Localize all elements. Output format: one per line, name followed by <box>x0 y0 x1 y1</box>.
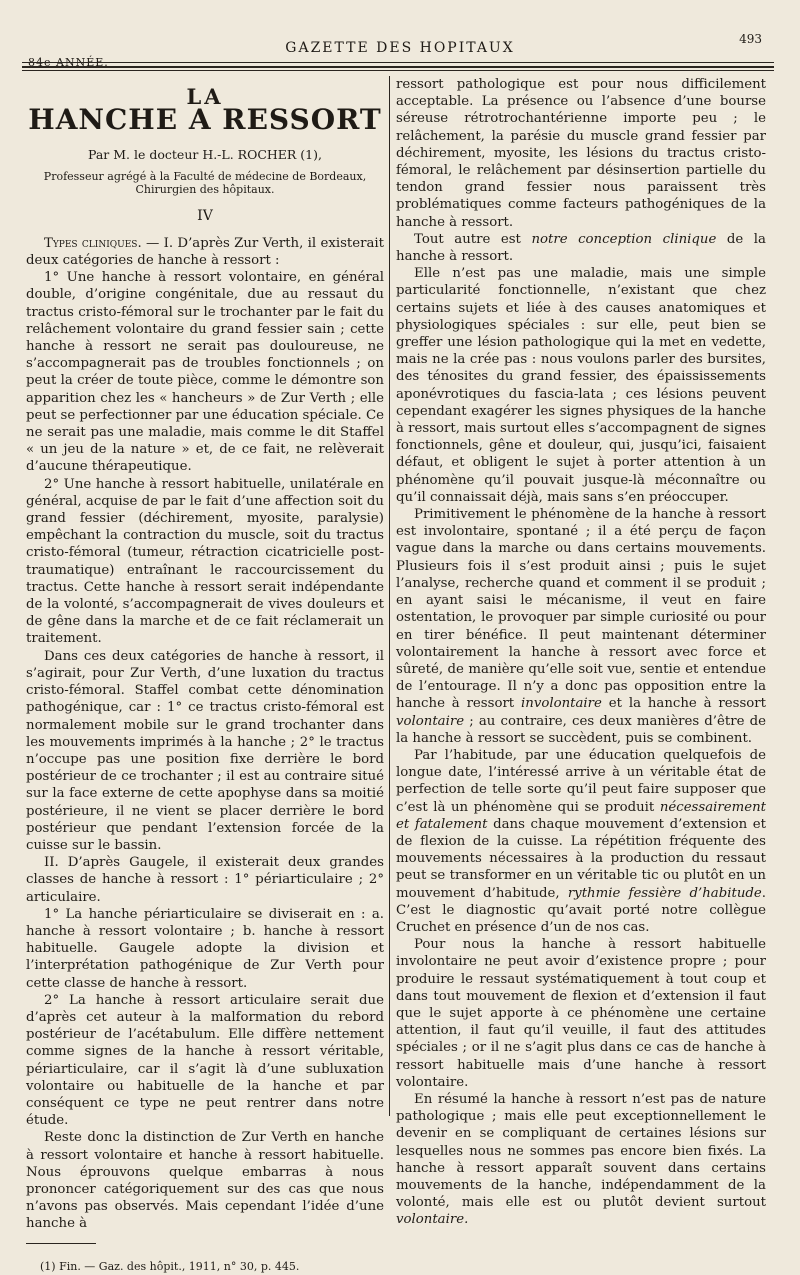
text-run: En résumé la hanche à ressort n’est pas de nature pathologique ; mais elle peut exceptionnellement le devenir en se compliquant de certaines lésions sur lesquelles nous ne sommes pas encore bien fixés. La hanche à ressort apparaît souvent dans certains mouvements de la hanche, indépendamment de la volonté, mais elle est ou plutôt devient surtout <box>396 1091 766 1211</box>
paragraph: Reste donc la distinction de Zur Verth en hanche à ressort volontaire et hanche à ressort habituelle. Nous éprouvons quelque embarras à nous prononcer catégoriquement sur des cas que nous n’avons pas observés. Mais cependant l’idée d’une hanche à <box>26 1130 384 1232</box>
section-number: IV <box>197 207 213 224</box>
header-rule <box>22 70 774 71</box>
italic-text: involontaire <box>521 696 602 712</box>
affiliation-line: Chirurgien des hôpitaux. <box>135 182 275 196</box>
text-run: de la hanche à ressort. <box>396 231 766 265</box>
right-column <box>396 76 766 1229</box>
paragraph: Dans ces deux catégories de hanche à ressort, il s’agirait, pour Zur Verth, d’une luxation du tractus cristo-fémoral. Staffel combat cette dénomination pathogénique, car : 1° ce tractus cristo-fémoral est normalement mobile sur le grand trochanter dans les mouvements imprimés à la hanche ; 2° le tractus n’occupe pas une position fixe derrière le bord postérieur de ce trochanter ; il est au contraire situé sur la face externe de cette apophyse dans sa moitié postérieure, il ne vient se placer derrière le bord postérieur que pendant l’extension forcée de la cuisse sur le bassin. <box>26 648 384 853</box>
paragraph: 2° Une hanche à ressort habituelle, unilatérale en général, acquise de par le fait d’une affection soit du grand fessier (déchirement, myosite, paralysie) empêchant la contraction du muscle, soit du tractus cristo-fémoral (tumeur, rétraction cicatricielle post-traumatique) entraînant le raccourcissement du tractus. Cette hanche à ressort serait indépendante de la volonté, s’accompagnerait de vives douleurs et de gêne dans la marche et de ce fait réclamerait un traitement. <box>26 476 384 647</box>
italic-text: rythmie fessière d’habitude <box>567 885 762 901</box>
text-run: dans chaque mouvement d’extension et de flexion de la cuisse. La répétition fréquente des mouvements nécessaires à la production du ressaut peut se transformer en un véritable tic ou plutôt en un mouvement d’habitude, <box>396 816 766 901</box>
italic-text: nécessairement et fatalement <box>396 799 766 832</box>
text-run: Tout autre est <box>414 231 532 247</box>
column-divider <box>389 76 390 1116</box>
article-title: HANCHE A RESSORT <box>28 103 382 137</box>
paragraph <box>26 235 384 269</box>
paragraph: 1° Une hanche à ressort volontaire, en général double, d’origine congénitale, due au ressaut du tractus cristo-fémoral sur le trochanter par le fait du relâchement volontaire du grand fessier sain ; cette hanche à ressort ne serait pas douloureuse, ne s’accompagnerait pas de troubles fonctionnels ; on peut la créer de toute pièce, comme le démontre son apparition chez les « hancheurs » de Zur Verth ; elle peut se perfectionner par une éducation spéciale. Ce ne serait pas une maladie, mais comme le dit Staffel « un jeu de la nature » et, de ce fait, ne relèverait d’aucune thérapeutique. <box>26 270 384 475</box>
affiliation-line: Professeur agrégé à la Faculté de médecine de Bordeaux, <box>43 169 367 183</box>
paragraph: Pour nous la hanche à ressort habituelle involontaire ne peut avoir d’existence propre ; pour produire le ressaut systématiquement à tout coup et dans tout mouvement de flexion et d’extension il faut que le sujet apporte à ce phénomène une certaine attention, il faut qu’il veuille, il faut des attitudes spéciales ; or il ne s’agit plus dans ce cas de hanche à ressort habituelle mais d’une hanche à ressort volontaire. <box>396 937 766 1090</box>
author-affiliation <box>26 170 384 196</box>
left-column <box>26 76 384 1275</box>
paragraph <box>396 506 766 747</box>
italic-text: notre conception clinique <box>531 231 717 247</box>
footnote-rule <box>26 1243 96 1244</box>
italic-text: volontaire. <box>396 1212 469 1228</box>
header-rule <box>22 66 774 68</box>
italic-text: volontaire <box>396 713 465 729</box>
journal-title: GAZETTE DES HOPITAUX <box>285 40 515 56</box>
paragraph-lead: Types cliniques. <box>44 235 142 251</box>
paragraph: 2° La hanche à ressort articulaire serait due d’après cet auteur à la malformation du rebord postérieur de l’acétabulum. Elle diffère nettement comme signes de la hanche à ressort véritable, périarticulaire, car il s’agit là d’une subluxation volontaire ou habituelle de la hanche et par conséquent ce type ne peut rentrer dans notre étude. <box>26 992 384 1129</box>
paragraph <box>396 231 766 265</box>
paragraph: ressort pathologique est pour nous difficilement acceptable. La présence ou l’absence d’une bourse séreuse rétrotrochantérienne importe peu ; le relâchement, la parésie du muscle grand fessier par déchirement, myosite, les lésions du tractus cristo-fémoral, le relâchement par désinsertion partielle du tendon grand fessier nous paraissent très problématiques comme facteurs pathogéniques de la hanche à ressort. <box>396 77 766 230</box>
text-run: Primitivement le phénomène de la hanche à ressort est involontaire, spontané ; il a été perçu de façon vague dans la marche ou dans certains mouvements. Plusieurs fois il s’est produit ainsi ; puis le sujet l’analyse, recherche quand et comment il se produit ; en ayant saisi le mécanisme, il veut en faire ostentation, le provoquer par simple curiosité ou pour en tirer bénéfice. Il peut maintenant déterminer volontairement la hanche à ressort avec force et sûreté, de manière qu’elle soit vue, sentie et entendue de l’entourage. Il n’y a donc pas opposition entre la hanche à ressort <box>396 507 766 712</box>
paragraph: 1° La hanche périarticulaire se diviserait en : a. hanche à ressort volontaire ; b. hanche à ressort habituelle. Gaugele adopte la division et l’interprétation pathogénique de Zur Verth pour cette classe de hanche à ressort. <box>26 906 384 991</box>
paragraph: Elle n’est pas une maladie, mais une simple particularité fonctionnelle, n’existant que chez certains sujets et liée à des causes anatomiques et physiologiques spéciales : sur elle, peut bien se greffer une lésion pathologique qui la met en vedette, mais ne la crée pas : nous voulons parler des bursites, des ténosites du grand fessier, des épaississements aponévrotiques du fascia-lata ; ces lésions peuvent cependant exagérer les signes physiques de la hanche à ressort, mais surtout elles s’accompagnent de signes fonctionnels, gêne et douleur, qui, jusqu’ici, faisaient défaut, et obligent le sujet à porter attention à un phénomène qu’il pouvait jusque-là méconnaître ou qu’il connaissait déjà, mais sans s’en préoccuper. <box>396 266 767 505</box>
page-number: 493 <box>739 32 762 46</box>
issue-label: 84e ANNÉE. <box>28 56 109 69</box>
text-run: Par l’habitude, par une éducation quelquefois de longue date, l’intéressé arrive à un véritable état de perfection de telle sorte qu’il peut faire supposer que c’est là un phénomène qui se produit <box>396 747 766 815</box>
paragraph <box>396 1091 766 1229</box>
paragraph: II. D’après Gaugele, il existerait deux grandes classes de hanche à ressort : 1° périarticulaire ; 2° articulaire. <box>26 855 384 905</box>
text-run: ; au contraire, ces deux manières d’être de la hanche à ressort se succèdent, puis se combinent. <box>396 713 766 746</box>
text-run: et la hanche à ressort <box>601 696 766 712</box>
paragraph-text: — I. D’après Zur Verth, il existerait deux catégories de hanche à ressort : <box>26 235 384 269</box>
text-run: . C’est le diagnostic qu’avait porté notre collègue Cruchet en présence d’un de nos cas. <box>396 885 767 935</box>
footnote: (1) Fin. — Gaz. des hôpit., 1911, n° 30, p. 445. <box>40 1259 300 1273</box>
article-title-small: LA <box>186 84 224 109</box>
paragraph <box>396 747 766 936</box>
article-author: Par M. le docteur H.-L. ROCHER (1), <box>88 147 322 163</box>
header-rule <box>22 62 774 63</box>
